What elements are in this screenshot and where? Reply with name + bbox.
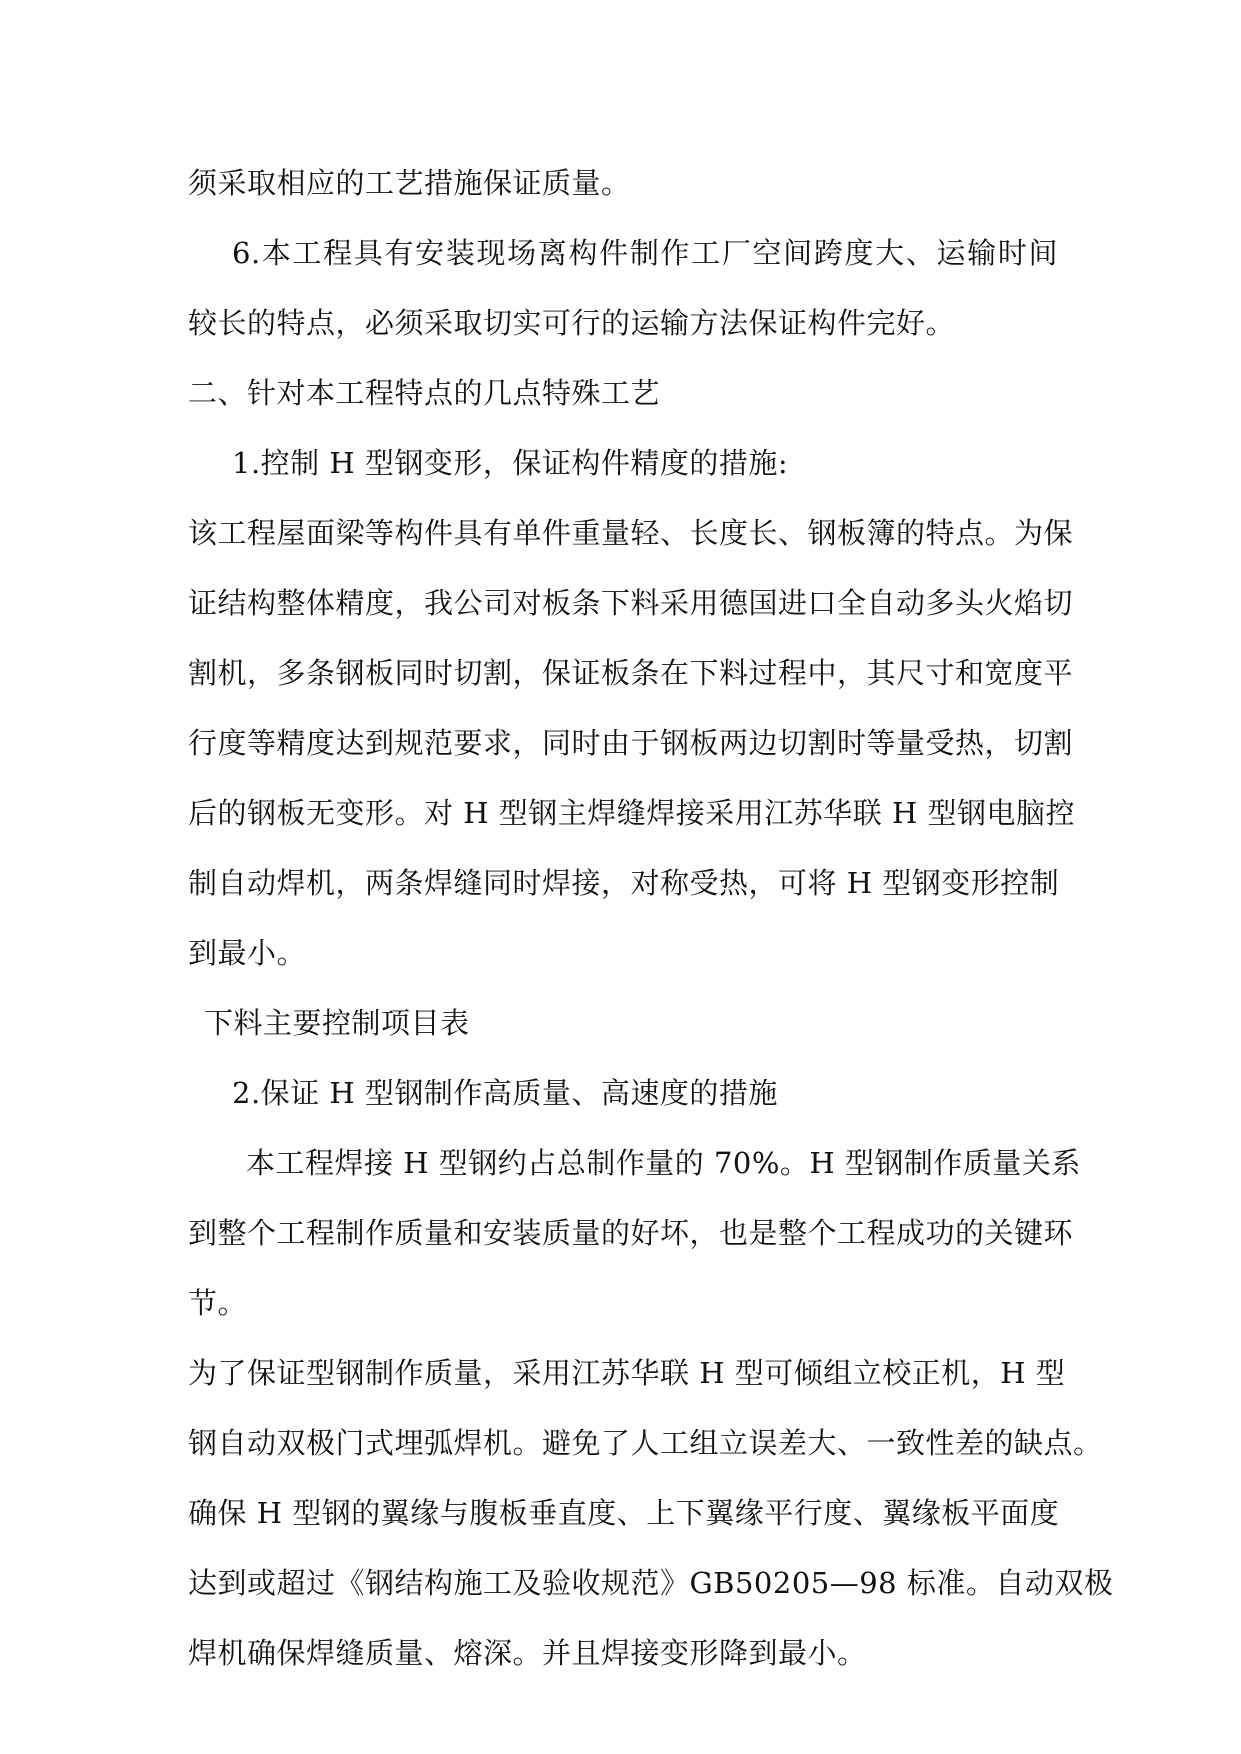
text-line: 该工程屋面梁等构件具有单件重量轻、长度长、钢板簿的特点。为保 <box>188 516 1074 550</box>
text-line: 6.本工程具有安装现场离构件制作工厂空间跨度大、运输时间 <box>232 236 1058 270</box>
text-line: 行度等精度达到规范要求，同时由于钢板两边切割时等量受热，切割 <box>188 726 1074 760</box>
text-line: 较长的特点，必须采取切实可行的运输方法保证构件完好。 <box>188 306 956 340</box>
text-line: 后的钢板无变形。对 H 型钢主焊缝焊接采用江苏华联 H 型钢电脑控 <box>188 796 1075 830</box>
text-line: 达到或超过《钢结构施工及验收规范》GB50205—98 标准。自动双极 <box>188 1566 1114 1600</box>
text-line: 为了保证型钢制作质量，采用江苏华联 H 型可倾组立校正机，H 型 <box>188 1356 1066 1390</box>
text-line: 证结构整体精度，我公司对板条下料采用德国进口全自动多头火焰切 <box>188 586 1074 620</box>
text-line: 钢自动双极门式埋弧焊机。避免了人工组立误差大、一致性差的缺点。 <box>188 1426 1103 1460</box>
text-line: 须采取相应的工艺措施保证质量。 <box>188 166 631 200</box>
text-line: 到整个工程制作质量和安装质量的好坏，也是整个工程成功的关键环 <box>188 1216 1074 1250</box>
text-line: 本工程焊接 H 型钢约占总制作量的 70%。H 型钢制作质量关系 <box>246 1146 1081 1180</box>
section-heading: 二、针对本工程特点的几点特殊工艺 <box>188 376 661 410</box>
text-line: 制自动焊机，两条焊缝同时焊接，对称受热，可将 H 型钢变形控制 <box>188 866 1060 900</box>
text-line: 到最小。 <box>188 936 307 970</box>
table-caption: 下料主要控制项目表 <box>204 1006 470 1040</box>
sub-heading: 2.保证 H 型钢制作高质量、高速度的措施 <box>232 1076 778 1110</box>
sub-heading: 1.控制 H 型钢变形，保证构件精度的措施: <box>232 446 789 480</box>
text-line: 节。 <box>188 1286 248 1320</box>
text-line: 确保 H 型钢的翼缘与腹板垂直度、上下翼缘平行度、翼缘板平面度 <box>188 1496 1060 1530</box>
text-line: 割机，多条钢板同时切割，保证板条在下料过程中，其尺寸和宽度平 <box>188 656 1074 690</box>
text-line: 焊机确保焊缝质量、熔深。并且焊接变形降到最小。 <box>188 1636 867 1670</box>
